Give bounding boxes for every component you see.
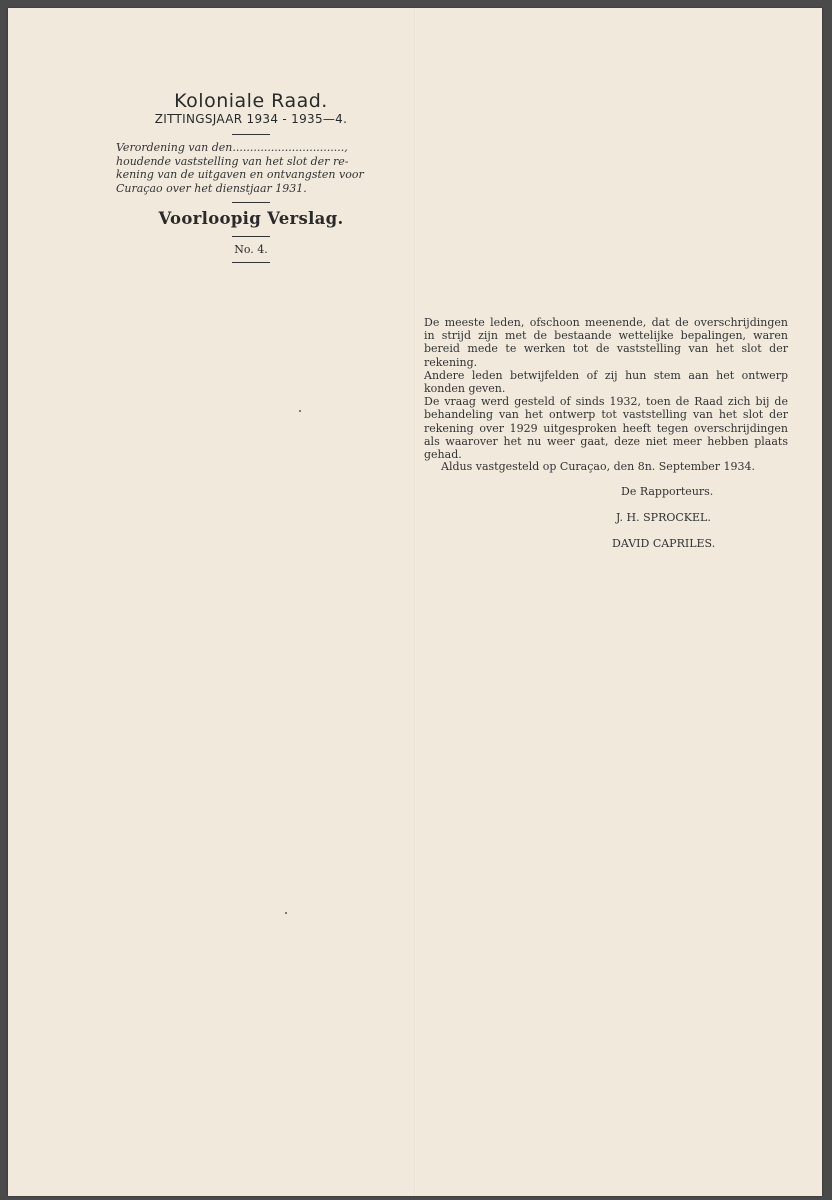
ordinance-line: kening van de uitgaven en ontvangsten voor xyxy=(116,168,364,181)
paper-speck xyxy=(285,912,287,914)
report-number: No. 4. xyxy=(234,243,268,256)
council-title: Koloniale Raad. xyxy=(174,90,328,112)
body-paragraph: De meeste leden, ofschoon meenende, dat de overschrijdingen in strijd zijn met de bestaande wettelijke bepalingen, waren bereid mede te werken tot de vaststelling van het slot der rekening. xyxy=(424,316,788,369)
signatory-name: DAVID CAPRILES. xyxy=(612,537,716,550)
ordinance-line: Verordening van den................................, xyxy=(116,141,348,154)
divider xyxy=(232,262,270,263)
page-fold xyxy=(414,8,416,1196)
signatories-heading: De Rapporteurs. xyxy=(621,485,714,498)
body-paragraph: De vraag werd gesteld of sinds 1932, toen de Raad zich bij de behandeling van het ontwerp tot vaststelling van het slot der rekening over 1929 uitgesproken heeft tegen overschrijdingen als waarover het nu weer gaat, deze niet meer hebben plaats gehad. xyxy=(424,395,788,462)
session-year: ZITTINGSJAAR 1934 - 1935—4. xyxy=(154,112,348,126)
report-body xyxy=(424,316,788,461)
ordinance-line: Curaçao over het dienstjaar 1931. xyxy=(116,181,307,195)
report-title: Voorloopig Verslag. xyxy=(158,209,344,228)
divider xyxy=(232,236,270,237)
ordinance-description xyxy=(116,141,386,195)
document-page xyxy=(8,8,822,1196)
ordinance-line: houdende vaststelling van het slot der re- xyxy=(116,154,349,168)
paper-speck xyxy=(299,410,301,412)
divider xyxy=(232,134,270,135)
signatory-name: J. H. SPROCKEL. xyxy=(616,511,711,524)
divider xyxy=(232,202,270,203)
document-header xyxy=(116,90,386,269)
body-paragraph: Andere leden betwijfelden of zij hun stem aan het ontwerp konden geven. xyxy=(424,368,788,396)
closing-line: Aldus vastgesteld op Curaçao, den 8n. September 1934. xyxy=(441,460,756,473)
